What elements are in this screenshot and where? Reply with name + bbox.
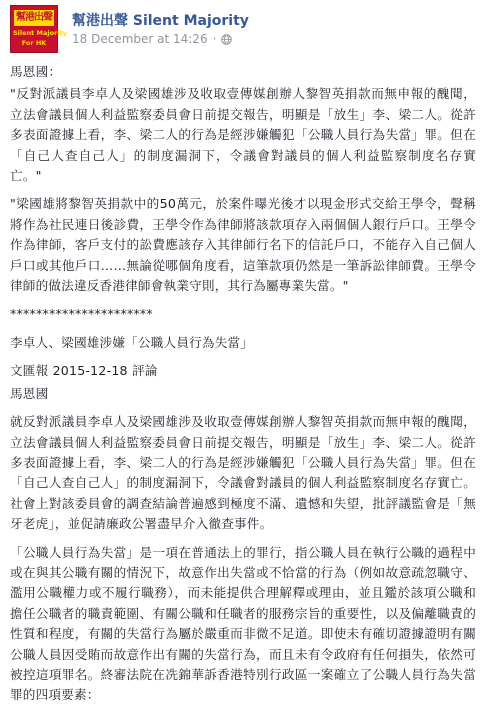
- globe-icon[interactable]: [221, 34, 232, 45]
- article-paragraph-2: 「公職人員行為失當」是一項在普通法上的罪行，指公職人員在執行公職的過程中或在與其公職有關的情況下，故意作出失當或不恰當的行為（例如故意疏忽職守、濫用公職權力或不履行職務），而未能提供合理解釋或理由，並且鑑於該項公職和擔任公職者的職責範圍、有關公職和任職者的服務宗旨的重要性，以及偏離職責的性質和程度，有關的失當行為屬於嚴重而非微不足道。即使未有確切證據證明有關公職人員因受賄而故意作出有關的失當行為，而且未有令政府有任何損失，依然可被控這項罪名。終審法院在冼錦華訴香港特別行政區一案確立了公職人員行為失當罪的四項要素：: [10, 544, 476, 703]
- post-divider-text: **********************: [10, 306, 153, 322]
- article-source: 文匯報 2015-12-18 評論: [10, 363, 158, 379]
- meta-separator: ·: [212, 32, 217, 46]
- post-paragraph-quote-2: "梁國雄將黎智英捐款中的50萬元，於案件曝光後才以現金形式交給王學令，聲稱將作為社民連日後診費，王學令作為律師將該款項存入兩個個人銀行戶口。王學令作為律師，客戶支付的訟費應該存入其律師行名下的信託戶口，不能存入自己個人戶口或其他戶口……無論從哪個角度看，這筆款項仍然是一筆訴訟律師費。王學令律師的做法違反香港律師會執業守則，其行為屬專業失當。": [10, 196, 476, 294]
- avatar-tagline: For HK: [21, 39, 47, 47]
- article-title: 李卓人、梁國雄涉嫌「公職人員行為失當」: [10, 334, 254, 350]
- page-avatar[interactable]: [10, 5, 67, 53]
- post-paragraph-author: 馬恩國：: [10, 64, 62, 79]
- avatar-title: 幫港出聲: [14, 10, 54, 26]
- avatar-subtitle: Silent Majority: [13, 29, 67, 37]
- article-author: 馬恩國: [10, 385, 49, 401]
- post-timestamp[interactable]: 18 December at 14:26: [72, 32, 208, 46]
- page-name-link[interactable]: 幫港出聲 Silent Majority: [72, 13, 249, 29]
- post-body: [10, 62, 476, 708]
- article-paragraph-1: 就反對派議員李卓人及梁國雄涉及收取壹傳媒創辦人黎智英捐款而無申報的醜聞，立法會議員個人利益監察委員會日前提交報告，明顯是「放生」李、梁二人。從許多表面證據上看，李、梁二人的行為是經涉嫌觸犯「公職人員行為失當」罪。但在「自己人查自己人」的制度漏洞下，令議會對議員的個人利益監察制度名存實亡。社會上對該委員會的調查結論普遍感到極度不滿、遺憾和失望，批評議監會是「無牙老虎」，並促請廉政公署盡早介入徹查事件。: [10, 414, 476, 532]
- post-paragraph-quote-1: "反對派議員李卓人及梁國雄涉及收取壹傳媒創辦人黎智英捐款而無申報的醜聞，立法會議員個人利益監察委員會日前提交報告，明顯是「放生」李、梁二人。從許多表面證據上看，李、梁二人的行為是經涉嫌觸犯「公職人員行為失當」罪。但在「自己人查自己人」的制度漏洞下，令議會對議員的個人利益監察制度名存實亡。": [10, 86, 476, 184]
- post-meta: [72, 32, 232, 46]
- post-header: [10, 5, 480, 53]
